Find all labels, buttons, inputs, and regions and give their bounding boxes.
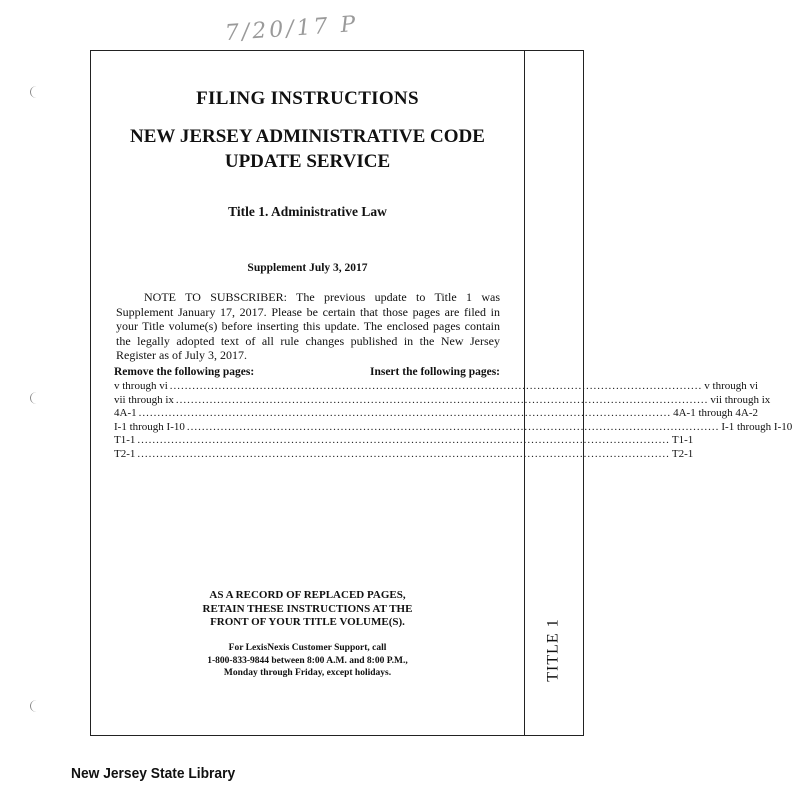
support-phone-line: 1-800-833-9844 between 8:00 A.M. and 8:00 P.M., (207, 655, 408, 666)
support-line1: For LexisNexis Customer Support, call (228, 643, 387, 653)
customer-support-info (110, 642, 505, 680)
pages-row (114, 434, 694, 448)
binder-hole-bottom (30, 700, 44, 714)
remove-page-range: 4A-1 (114, 407, 137, 419)
leader-dots: .............................................................................................................................................. (137, 447, 670, 460)
pages-row (114, 393, 771, 408)
insert-page-range: 4A-1 through 4A-2 (673, 407, 759, 419)
remove-page-range: vii through ix (114, 393, 174, 406)
supplement-date: Supplement July 3, 2017 (247, 262, 368, 274)
binder-hole-top (30, 86, 44, 100)
pages-row (114, 420, 792, 435)
binder-hole-middle (30, 392, 44, 406)
leader-dots: .............................................................................................................................................. (169, 380, 703, 392)
subscriber-note: NOTE TO SUBSCRIBER: The previous update to Title 1 was Supplement January 17, 2017. Please be certain that those pages are filed in your Title volume(s) before inserting this update. The enclosed pages contain the legally adopted text of all rule changes published in the New Jersey Register as of July 3, 2017. (116, 290, 500, 362)
code-heading (110, 124, 505, 174)
insert-page-range: v through vi (704, 380, 759, 392)
insert-page-range: T2-1 (671, 447, 694, 460)
insert-pages-header: Insert the following pages: (369, 366, 500, 378)
pages-row (114, 380, 759, 394)
code-heading-line2: UPDATE SERVICE (224, 151, 391, 172)
title-heading: Title 1. Administrative Law (228, 204, 387, 219)
pages-list (114, 380, 792, 461)
leader-dots: .............................................................................................................................................. (137, 434, 670, 446)
leader-dots: .............................................................................................................................................. (138, 407, 672, 419)
insert-page-range: I-1 through I-10 (721, 420, 792, 433)
record-notice (110, 589, 505, 630)
pages-row (114, 407, 759, 421)
insert-page-range: vii through ix (710, 393, 771, 406)
record-notice-line1: AS A RECORD OF REPLACED PAGES, (209, 589, 406, 601)
leader-dots: .............................................................................................................................................. (186, 420, 720, 433)
support-hours-line: Monday through Friday, except holidays. (223, 668, 392, 678)
filing-instructions-heading: FILING INSTRUCTIONS (196, 88, 419, 109)
insert-page-range: T1-1 (671, 434, 694, 446)
pages-header (114, 366, 500, 378)
remove-page-range: I-1 through I-10 (114, 420, 185, 433)
handwritten-date-note: 7/20/17 P (224, 11, 360, 47)
record-notice-line3: FRONT OF YOUR TITLE VOLUME(S). (210, 616, 405, 628)
title-tab (534, 620, 574, 680)
title-tab-label: TITLE 1 (545, 618, 563, 682)
library-stamp: New Jersey State Library (71, 765, 236, 782)
remove-page-range: v through vi (114, 380, 168, 392)
remove-page-range: T2-1 (114, 447, 136, 460)
remove-page-range: T1-1 (114, 434, 136, 446)
leader-dots: .............................................................................................................................................. (175, 393, 709, 406)
remove-pages-header: Remove the following pages: (114, 366, 255, 378)
code-heading-line1: NEW JERSEY ADMINISTRATIVE CODE (130, 126, 485, 147)
pages-row (114, 447, 694, 462)
record-notice-line2: RETAIN THESE INSTRUCTIONS AT THE (202, 602, 413, 615)
